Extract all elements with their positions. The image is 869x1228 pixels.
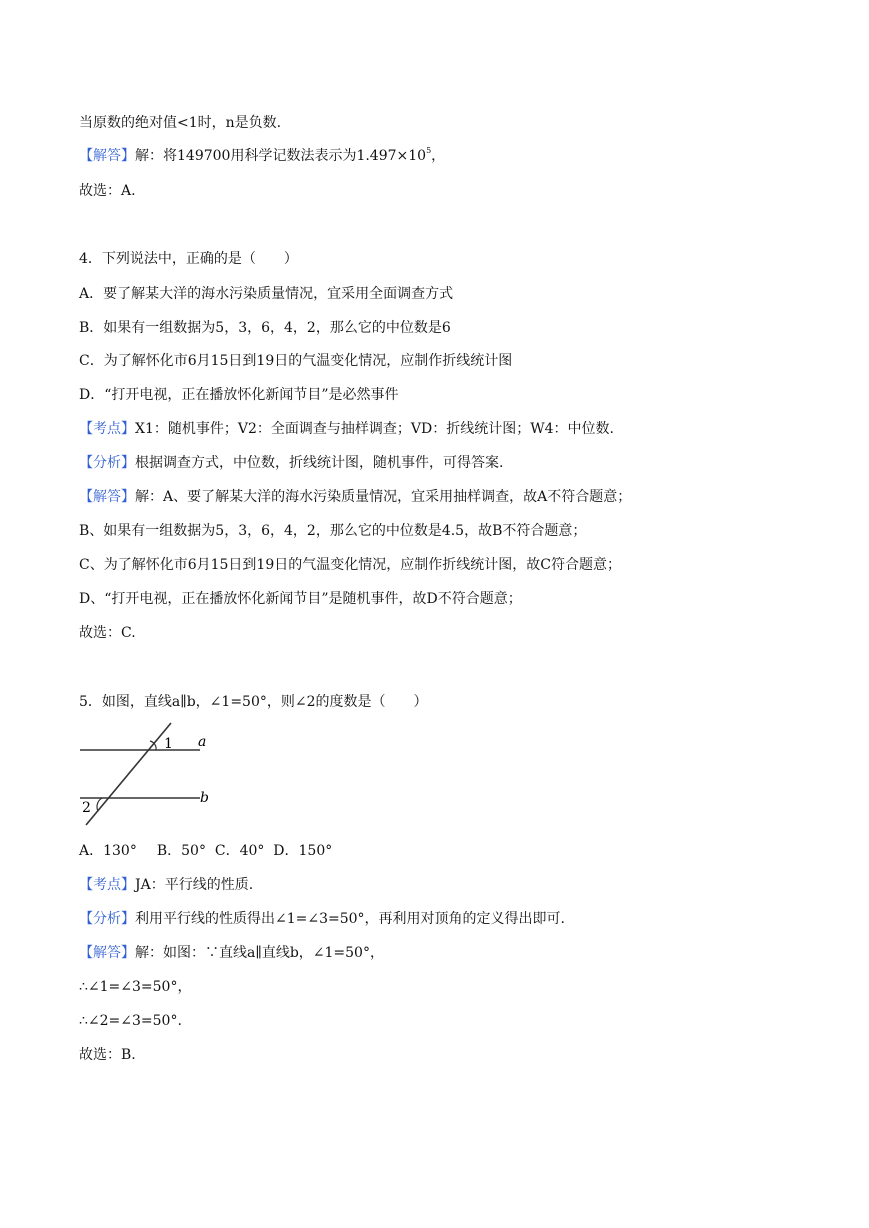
q3-note: 当原数的绝对值<1时，n是负数. [79, 115, 282, 131]
kaodian-text: X1：随机事件；V2：全面调查与抽样调查；VD：折线统计图；W4：中位数. [135, 421, 614, 437]
q5-option-d: D．150° [273, 843, 333, 859]
q5-jieda-line-1: ∴∠1=∠3=50°， [79, 979, 192, 995]
q4-option-d: D．“打开电视，正在播放怀化新闻节目”是必然事件 [79, 387, 399, 403]
q5-stem: 5．如图，直线a∥b，∠1=50°，则∠2的度数是（ ） [79, 694, 428, 710]
q5-option-c: C．40° [214, 843, 265, 859]
q4-option-b: B．如果有一组数据为5，3，6，4，2，那么它的中位数是6 [79, 320, 451, 336]
q4-jieda [79, 488, 631, 506]
angle-1-label: 1 [164, 736, 173, 752]
q4-option-c: C．为了解怀化市6月15日到19日的气温变化情况，应制作折线统计图 [79, 353, 513, 369]
q3-answer [79, 147, 445, 165]
q4-option-a: A．要了解某大洋的海水污染质量情况，宜采用全面调查方式 [79, 286, 454, 302]
fenxi-tag: 【分析】 [79, 455, 135, 471]
q5-option-a: A．130° [79, 843, 137, 859]
jieda-tag: 【解答】 [79, 489, 135, 505]
answer-end: ， [431, 148, 446, 164]
q4-jieda-line-d: D、“打开电视，正在播放怀化新闻节目”是随机事件，故D不符合题意； [79, 591, 522, 607]
fenxi-text: 利用平行线的性质得出∠1=∠3=50°，再利用对顶角的定义得出即可. [135, 911, 565, 927]
q5-choice: 故选：B. [79, 1047, 136, 1063]
q4-jieda-line-b: B、如果有一组数据为5，3，6，4，2，那么它的中位数是4.5，故B不符合题意； [79, 523, 587, 539]
fenxi-text: 根据调查方式，中位数，折线统计图，随机事件，可得答案. [135, 455, 504, 471]
kaodian-text: JA：平行线的性质. [135, 877, 254, 893]
jieda-text: 解：A、要了解某大洋的海水污染质量情况，宜采用抽样调查，故A不符合题意； [135, 489, 632, 505]
q5-jieda [79, 944, 384, 962]
line-b-label: b [200, 790, 209, 806]
q5-kaodian [79, 876, 253, 894]
q3-choice: 故选：A. [79, 183, 136, 199]
q4-choice: 故选：C. [79, 625, 136, 641]
kaodian-tag: 【考点】 [79, 877, 135, 893]
answer-tag: 【解答】 [79, 148, 135, 164]
transversal-line [86, 723, 171, 825]
q5-options [79, 842, 332, 860]
answer-text: 解：将149700用科学记数法表示为1.497×10 [135, 148, 427, 164]
jieda-tag: 【解答】 [79, 945, 135, 961]
kaodian-tag: 【考点】 [79, 421, 135, 437]
jieda-text: 解：如图：∵直线a∥直线b，∠1=50°， [135, 945, 384, 961]
q4-kaodian [79, 420, 614, 438]
q4-stem: 4．下列说法中，正确的是（ ） [79, 251, 298, 267]
q5-jieda-line-2: ∴∠2=∠3=50°. [79, 1013, 182, 1029]
q4-fenxi [79, 454, 503, 472]
fenxi-tag: 【分析】 [79, 911, 135, 927]
q5-option-b: B．50° [156, 843, 206, 859]
line-a-label: a [198, 734, 207, 750]
answer-exponent: 5 [426, 146, 432, 155]
q4-jieda-line-c: C、为了解怀化市6月15日到19日的气温变化情况，应制作折线统计图，故C符合题意； [79, 557, 621, 573]
q5-fenxi [79, 910, 565, 928]
parallel-lines-figure [76, 721, 216, 829]
angle-2-label: 2 [82, 800, 91, 816]
